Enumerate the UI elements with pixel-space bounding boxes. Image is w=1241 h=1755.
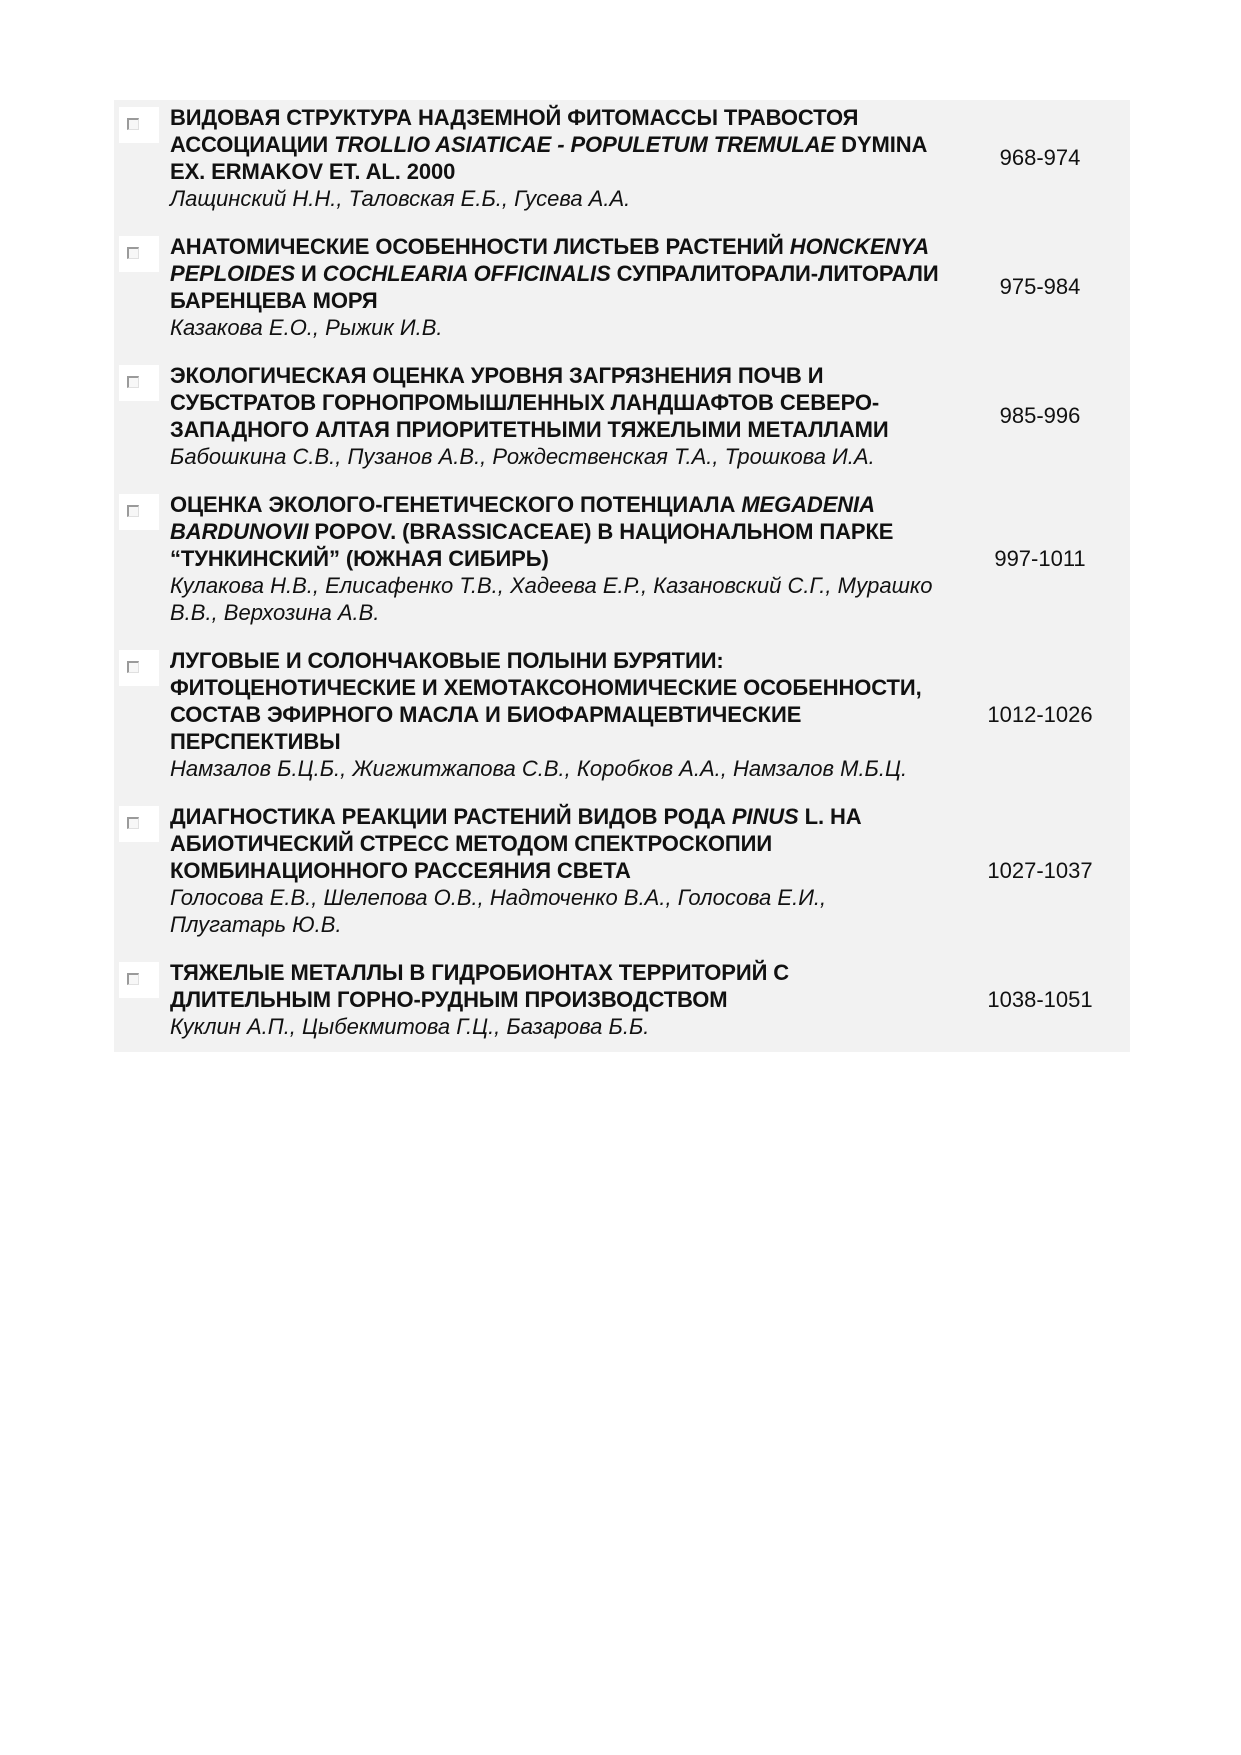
title-text: ВИДОВАЯ СТРУКТУРА НАДЗЕМНОЙ ФИТОМАССЫ ТРАВОСТОЯ АССОЦИАЦИИ (170, 105, 859, 157)
entry-content (170, 233, 940, 341)
title-italic-text: MEGADENIA BARDUNOVII (170, 492, 875, 544)
entry-title[interactable] (170, 959, 940, 1013)
title-text: ОЦЕНКА ЭКОЛОГО-ГЕНЕТИЧЕСКОГО ПОТЕНЦИАЛА (170, 492, 742, 517)
checkbox-icon[interactable] (119, 962, 159, 998)
title-italic-text: COCHLEARIA OFFICINALIS (322, 261, 611, 286)
page-range: 1012-1026 (987, 701, 1093, 727)
title-italic-text: HONCKENYA PEPLOIDES (170, 234, 929, 286)
title-text: ДИАГНОСТИКА РЕАКЦИИ РАСТЕНИЙ ВИДОВ РОДА (170, 804, 732, 829)
entry-content (170, 803, 940, 938)
title-text: ЭКОЛОГИЧЕСКАЯ ОЦЕНКА УРОВНЯ ЗАГРЯЗНЕНИЯ ПОЧВ И СУБСТРАТОВ ГОРНОПРОМЫШЛЕННЫХ ЛАНДШАФТОВ СЕВЕРО-ЗАПАДНОГО АЛТАЯ ПРИОРИТЕТНЫМИ ТЯЖЕЛЫМИ МЕТАЛЛАМИ (170, 363, 889, 442)
page-range: 968-974 (999, 145, 1081, 170)
entry-title[interactable] (170, 233, 940, 314)
title-text: ТЯЖЕЛЫЕ МЕТАЛЛЫ В ГИДРОБИОНТАХ ТЕРРИТОРИЙ С ДЛИТЕЛЬНЫМ ГОРНО-РУДНЫМ ПРОИЗВОДСТВОМ (170, 960, 790, 1012)
checkbox-icon[interactable] (119, 650, 159, 686)
page-range: 975-984 (999, 274, 1081, 299)
entry-title[interactable] (170, 104, 940, 185)
toc-entry (114, 959, 1130, 1040)
entry-title[interactable] (170, 647, 940, 755)
checkbox-cell (114, 104, 170, 212)
entry-authors: Лащинский Н.Н., Таловская Е.Б., Гусева А.А. (170, 186, 631, 211)
title-text: АНАТОМИЧЕСКИЕ ОСОБЕННОСТИ ЛИСТЬЕВ РАСТЕНИЙ (170, 234, 790, 259)
checkbox-cell (114, 362, 170, 470)
toc-entry (114, 104, 1130, 212)
title-italic-text: PINUS (731, 804, 799, 829)
entry-authors: Голосова Е.В., Шелепова О.В., Надточенко В.А., Голосова Е.И., Плугатарь Ю.В. (170, 885, 827, 937)
checkbox-icon[interactable] (119, 365, 159, 401)
entry-content (170, 362, 940, 470)
title-italic-text: TROLLIO ASIATICAE - POPULETUM TREMULAE (334, 132, 836, 157)
checkbox-icon[interactable] (119, 236, 159, 272)
entry-authors: Кулакова Н.В., Елисафенко Т.В., Хадеева Е.Р., Казановский С.Г., Мурашко В.В., Верхозина А.В. (170, 573, 933, 625)
checkbox-cell (114, 233, 170, 341)
entry-title[interactable] (170, 362, 940, 443)
page-range: 1027-1037 (987, 857, 1093, 883)
title-text: DYMINA EX. ERMAKOV ET. AL. 2000 (170, 132, 927, 184)
page-range: 1038-1051 (987, 986, 1093, 1012)
title-text: ЛУГОВЫЕ И СОЛОНЧАКОВЫЕ ПОЛЫНИ БУРЯТИИ: ФИТОЦЕНОТИЧЕСКИЕ И ХЕМОТАКСОНОМИЧЕСКИЕ ОСОБЕННОСТИ, СОСТАВ ЭФИРНОГО МАСЛА И БИОФАРМАЦЕВТИЧЕСКИЕ ПЕРСПЕКТИВЫ (170, 648, 922, 754)
title-text: И (295, 261, 323, 286)
entry-content (170, 959, 940, 1040)
entry-authors: Бабошкина С.В., Пузанов А.В., Рождественская Т.А., Трошкова И.А. (170, 444, 875, 469)
toc-entry (114, 647, 1130, 782)
checkbox-cell (114, 647, 170, 782)
table-of-contents (114, 100, 1130, 1052)
checkbox-cell (114, 959, 170, 1040)
entry-authors: Намзалов Б.Ц.Б., Жигжитжапова С.В., Коробков А.А., Намзалов М.Б.Ц. (170, 756, 908, 781)
checkbox-icon[interactable] (119, 494, 159, 530)
toc-entry (114, 803, 1130, 938)
checkbox-cell (114, 491, 170, 626)
entry-content (170, 104, 940, 212)
entry-content (170, 647, 940, 782)
entry-title[interactable] (170, 803, 940, 884)
page-range: 997-1011 (994, 545, 1086, 571)
checkbox-icon[interactable] (119, 806, 159, 842)
toc-entry (114, 362, 1130, 470)
title-text: СУПРАЛИТОРАЛИ-ЛИТОРАЛИ БАРЕНЦЕВА МОРЯ (170, 261, 939, 313)
title-text: L. НА АБИОТИЧЕСКИЙ СТРЕСС МЕТОДОМ СПЕКТРОСКОПИИ КОМБИНАЦИОННОГО РАССЕЯНИЯ СВЕТА (170, 804, 862, 883)
page-range: 985-996 (999, 403, 1081, 428)
entry-title[interactable] (170, 491, 940, 572)
checkbox-icon[interactable] (119, 107, 159, 143)
toc-entry (114, 491, 1130, 626)
toc-entry (114, 233, 1130, 341)
entry-content (170, 491, 940, 626)
entry-authors: Куклин А.П., Цыбекмитова Г.Ц., Базарова Б.Б. (170, 1014, 650, 1039)
checkbox-cell (114, 803, 170, 938)
entry-authors: Казакова Е.О., Рыжик И.В. (170, 315, 443, 340)
title-text: POPOV. (BRASSICACEAE) В НАЦИОНАЛЬНОМ ПАРКЕ “ТУНКИНСКИЙ” (ЮЖНАЯ СИБИРЬ) (170, 519, 894, 571)
